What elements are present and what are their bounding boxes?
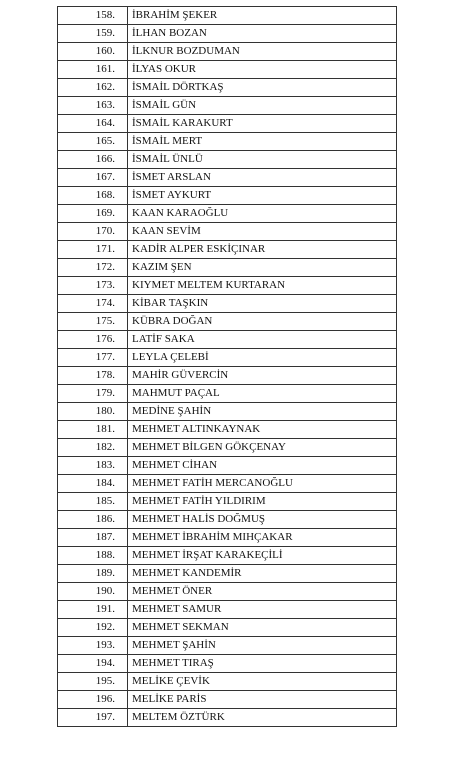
person-name: MEHMET FATİH YILDIRIM — [128, 493, 397, 511]
table-row — [58, 421, 397, 439]
table-row — [58, 655, 397, 673]
table-row — [58, 79, 397, 97]
row-number: 162. — [58, 79, 128, 97]
table-row — [58, 25, 397, 43]
person-name: MEHMET HALİS DOĞMUŞ — [128, 511, 397, 529]
row-number: 194. — [58, 655, 128, 673]
person-name: LATİF SAKA — [128, 331, 397, 349]
table-row — [58, 673, 397, 691]
person-name: İSMAİL MERT — [128, 133, 397, 151]
table-row — [58, 259, 397, 277]
table-row — [58, 7, 397, 25]
person-name: LEYLA ÇELEBİ — [128, 349, 397, 367]
row-number: 158. — [58, 7, 128, 25]
table-row — [58, 115, 397, 133]
table-row — [58, 151, 397, 169]
person-name: MAHİR GÜVERCİN — [128, 367, 397, 385]
person-name: MEHMET SEKMAN — [128, 619, 397, 637]
table-row — [58, 97, 397, 115]
row-number: 196. — [58, 691, 128, 709]
row-number: 190. — [58, 583, 128, 601]
row-number: 185. — [58, 493, 128, 511]
row-number: 171. — [58, 241, 128, 259]
person-name: KIYMET MELTEM KURTARAN — [128, 277, 397, 295]
person-name: İLKNUR BOZDUMAN — [128, 43, 397, 61]
table-row — [58, 475, 397, 493]
row-number: 174. — [58, 295, 128, 313]
table-row — [58, 187, 397, 205]
person-name: MEHMET ŞAHİN — [128, 637, 397, 655]
row-number: 175. — [58, 313, 128, 331]
row-number: 177. — [58, 349, 128, 367]
table-row — [58, 277, 397, 295]
person-name: MEHMET FATİH MERCANOĞLU — [128, 475, 397, 493]
row-number: 182. — [58, 439, 128, 457]
row-number: 172. — [58, 259, 128, 277]
person-name: MELİKE PARİS — [128, 691, 397, 709]
person-name: MEHMET SAMUR — [128, 601, 397, 619]
row-number: 164. — [58, 115, 128, 133]
table-row — [58, 709, 397, 727]
row-number: 186. — [58, 511, 128, 529]
person-name: İSMET ARSLAN — [128, 169, 397, 187]
row-number: 179. — [58, 385, 128, 403]
row-number: 188. — [58, 547, 128, 565]
person-name: İSMAİL KARAKURT — [128, 115, 397, 133]
row-number: 168. — [58, 187, 128, 205]
row-number: 192. — [58, 619, 128, 637]
table-row — [58, 385, 397, 403]
table-row — [58, 205, 397, 223]
table-row — [58, 619, 397, 637]
person-name: MEHMET KANDEMİR — [128, 565, 397, 583]
person-name: MEHMET CİHAN — [128, 457, 397, 475]
table-row — [58, 583, 397, 601]
table-row — [58, 331, 397, 349]
table-row — [58, 493, 397, 511]
row-number: 181. — [58, 421, 128, 439]
person-name: İSMAİL GÜN — [128, 97, 397, 115]
person-name: MELTEM ÖZTÜRK — [128, 709, 397, 727]
row-number: 176. — [58, 331, 128, 349]
person-name: MEHMET ÖNER — [128, 583, 397, 601]
table-row — [58, 349, 397, 367]
row-number: 163. — [58, 97, 128, 115]
table-row — [58, 691, 397, 709]
row-number: 160. — [58, 43, 128, 61]
person-name: KAZIM ŞEN — [128, 259, 397, 277]
person-name: MEHMET ALTINKAYNAK — [128, 421, 397, 439]
row-number: 167. — [58, 169, 128, 187]
row-number: 184. — [58, 475, 128, 493]
table-row — [58, 241, 397, 259]
table-row — [58, 169, 397, 187]
row-number: 159. — [58, 25, 128, 43]
table-row — [58, 367, 397, 385]
table-row — [58, 601, 397, 619]
person-name: İSMAİL DÖRTKAŞ — [128, 79, 397, 97]
name-list-table — [57, 6, 397, 727]
table-row — [58, 61, 397, 79]
person-name: MEHMET İRŞAT KARAKEÇİLİ — [128, 547, 397, 565]
table-row — [58, 529, 397, 547]
row-number: 180. — [58, 403, 128, 421]
table-row — [58, 295, 397, 313]
table-row — [58, 565, 397, 583]
table-row — [58, 637, 397, 655]
table-row — [58, 439, 397, 457]
table-row — [58, 223, 397, 241]
row-number: 197. — [58, 709, 128, 727]
row-number: 169. — [58, 205, 128, 223]
person-name: MEDİNE ŞAHİN — [128, 403, 397, 421]
row-number: 170. — [58, 223, 128, 241]
table-row — [58, 43, 397, 61]
table-row — [58, 403, 397, 421]
table-row — [58, 457, 397, 475]
person-name: İLYAS OKUR — [128, 61, 397, 79]
person-name: KADİR ALPER ESKİÇINAR — [128, 241, 397, 259]
person-name: KAAN KARAOĞLU — [128, 205, 397, 223]
table-row — [58, 511, 397, 529]
row-number: 193. — [58, 637, 128, 655]
row-number: 183. — [58, 457, 128, 475]
row-number: 165. — [58, 133, 128, 151]
table-row — [58, 547, 397, 565]
row-number: 191. — [58, 601, 128, 619]
row-number: 189. — [58, 565, 128, 583]
table-row — [58, 133, 397, 151]
person-name: KİBAR TAŞKIN — [128, 295, 397, 313]
row-number: 187. — [58, 529, 128, 547]
person-name: İLHAN BOZAN — [128, 25, 397, 43]
person-name: MEHMET İBRAHİM MIHÇAKAR — [128, 529, 397, 547]
table-row — [58, 313, 397, 331]
person-name: KAAN SEVİM — [128, 223, 397, 241]
row-number: 195. — [58, 673, 128, 691]
person-name: İSMET AYKURT — [128, 187, 397, 205]
person-name: KÜBRA DOĞAN — [128, 313, 397, 331]
row-number: 166. — [58, 151, 128, 169]
person-name: MEHMET TIRAŞ — [128, 655, 397, 673]
person-name: MAHMUT PAÇAL — [128, 385, 397, 403]
row-number: 173. — [58, 277, 128, 295]
row-number: 178. — [58, 367, 128, 385]
person-name: MEHMET BİLGEN GÖKÇENAY — [128, 439, 397, 457]
person-name: İBRAHİM ŞEKER — [128, 7, 397, 25]
name-list-body — [58, 7, 397, 727]
row-number: 161. — [58, 61, 128, 79]
person-name: İSMAİL ÜNLÜ — [128, 151, 397, 169]
person-name: MELİKE ÇEVİK — [128, 673, 397, 691]
